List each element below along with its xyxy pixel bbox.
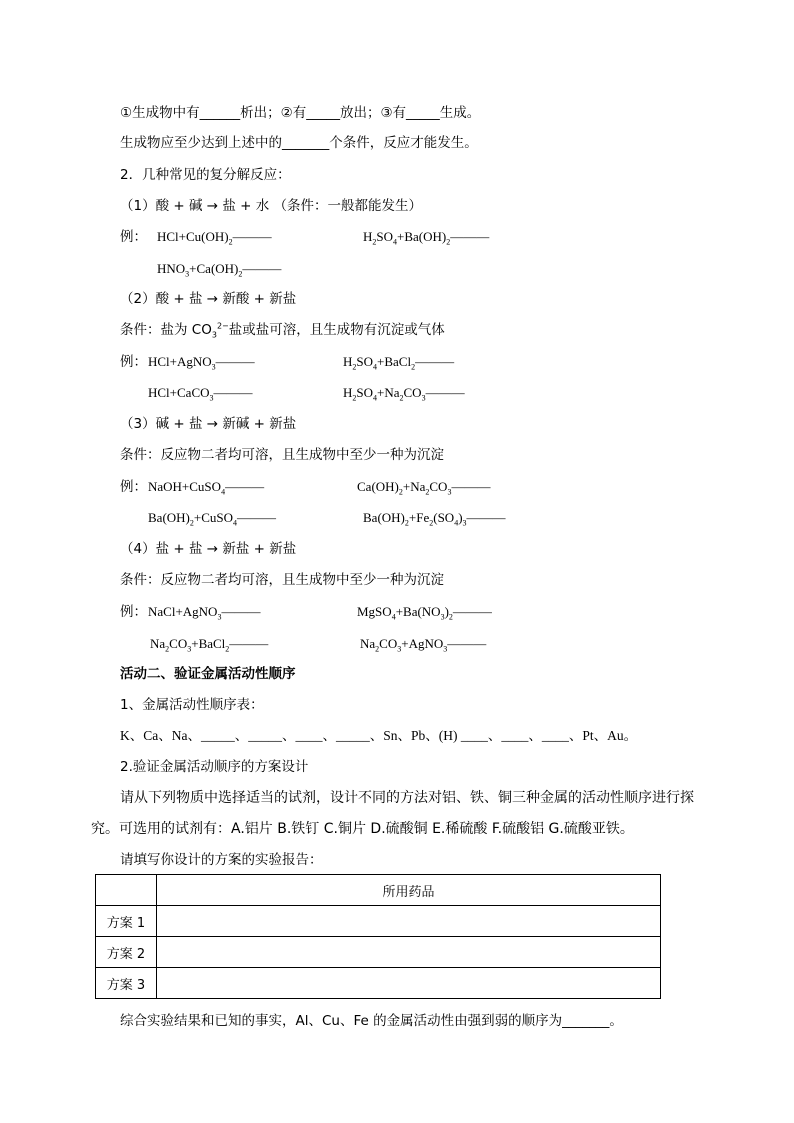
text-line: ①生成物中有______析出；②有_____放出；③有_____生成。 <box>120 105 481 121</box>
table-cell <box>157 968 661 999</box>
row-label: 方案 1 <box>96 906 157 937</box>
equation: $H_2SO_4+Ba(OH)_2———$ <box>363 229 490 247</box>
table-row <box>96 906 661 937</box>
equation: $HNO_3+Ca(OH)_2———$ <box>157 261 282 279</box>
text-line: 2.验证金属活动顺序的方案设计 <box>120 759 309 775</box>
activity-sequence: K、Ca、Na、_____、_____、____、_____、Sn、Pb、(H) ____、____、____、Pt、Au。 <box>120 728 638 743</box>
equation: $MgSO_4+Ba(NO_3)_2———$ <box>357 604 492 622</box>
equation: $Ca(OH)_2+Na_2CO_3———$ <box>357 479 491 497</box>
example-label: 例： <box>120 604 147 620</box>
equation: $H_2SO_4+BaCl_2———$ <box>343 354 455 372</box>
equation: $HCl+Cu(OH)_2———$ <box>157 229 272 247</box>
text-line: 生成物应至少达到上述中的_______个条件，反应才能发生。 <box>120 135 478 151</box>
equation: $Ba(OH)_2+Fe_2(SO_4)_3———$ <box>363 510 506 528</box>
equation: NaCl+AgNO$_3$——— <box>148 604 261 622</box>
example-label: 例： <box>120 479 147 495</box>
text-line: 综合实验结果和已知的事实，Al、Cu、Fe 的金属活动性由强到弱的顺序为_______。 <box>120 1013 623 1029</box>
table-cell <box>96 875 157 906</box>
example-label: 例： <box>120 229 147 245</box>
equation: HCl+AgNO$_3$——— <box>148 354 255 372</box>
activity-heading: 活动二、验证金属活动性顺序 <box>120 666 296 682</box>
equation: HCl+CaCO$_3$——— <box>148 385 253 403</box>
equation: $Na_2CO_3+BaCl_2———$ <box>150 636 269 654</box>
table-header: 所用药品 <box>157 875 661 906</box>
section-heading: （3）碱 + 盐 → 新碱 + 新盐 <box>120 416 297 432</box>
table-cell <box>157 937 661 968</box>
table-row <box>96 875 661 906</box>
row-label: 方案 2 <box>96 937 157 968</box>
report-table <box>95 874 661 999</box>
condition-text: 条件：反应物二者均可溶，且生成物中至少一种为沉淀 <box>120 447 444 463</box>
table-row <box>96 968 661 999</box>
text-line: 2．几种常见的复分解反应： <box>120 167 291 183</box>
example-label: 例： <box>120 354 147 370</box>
table-cell <box>157 906 661 937</box>
row-label: 方案 3 <box>96 968 157 999</box>
equation: $H_2SO_4+Na_2CO_3———$ <box>343 385 465 403</box>
text-line: 1、金属活动性顺序表： <box>120 697 264 713</box>
equation: $Ba(OH)_2+CuSO_4———$ <box>148 510 277 528</box>
paragraph-line: 请从下列物质中选择适当的试剂，设计不同的方法对铝、铁、铜三种金属的活动性顺序进行探 <box>120 790 694 806</box>
section-heading: （2）酸 + 盐 → 新酸 + 新盐 <box>120 291 297 307</box>
equation: $Na_2CO_3+AgNO_3———$ <box>360 636 487 654</box>
condition-text: 条件：反应物二者均可溶，且生成物中至少一种为沉淀 <box>120 572 444 588</box>
condition-text: 条件：盐为 $CO_3^{2-}$盐或盐可溶，且生成物有沉淀或气体 <box>120 321 445 340</box>
section-heading: （4）盐 + 盐 → 新盐 + 新盐 <box>120 541 297 557</box>
table-row <box>96 937 661 968</box>
text-line: 请填写你设计的方案的实验报告： <box>120 852 323 868</box>
paragraph-line: 究。可选用的试剂有：A.铝片 B.铁钉 C.铜片 D.硫酸铜 E.稀硫酸 F.硫酸铝 G.硫酸亚铁。 <box>91 821 634 837</box>
equation: NaOH+CuSO$_4$——— <box>148 479 265 497</box>
section-heading: （1）酸 + 碱 → 盐 + 水 （条件：一般都能发生） <box>120 198 423 214</box>
